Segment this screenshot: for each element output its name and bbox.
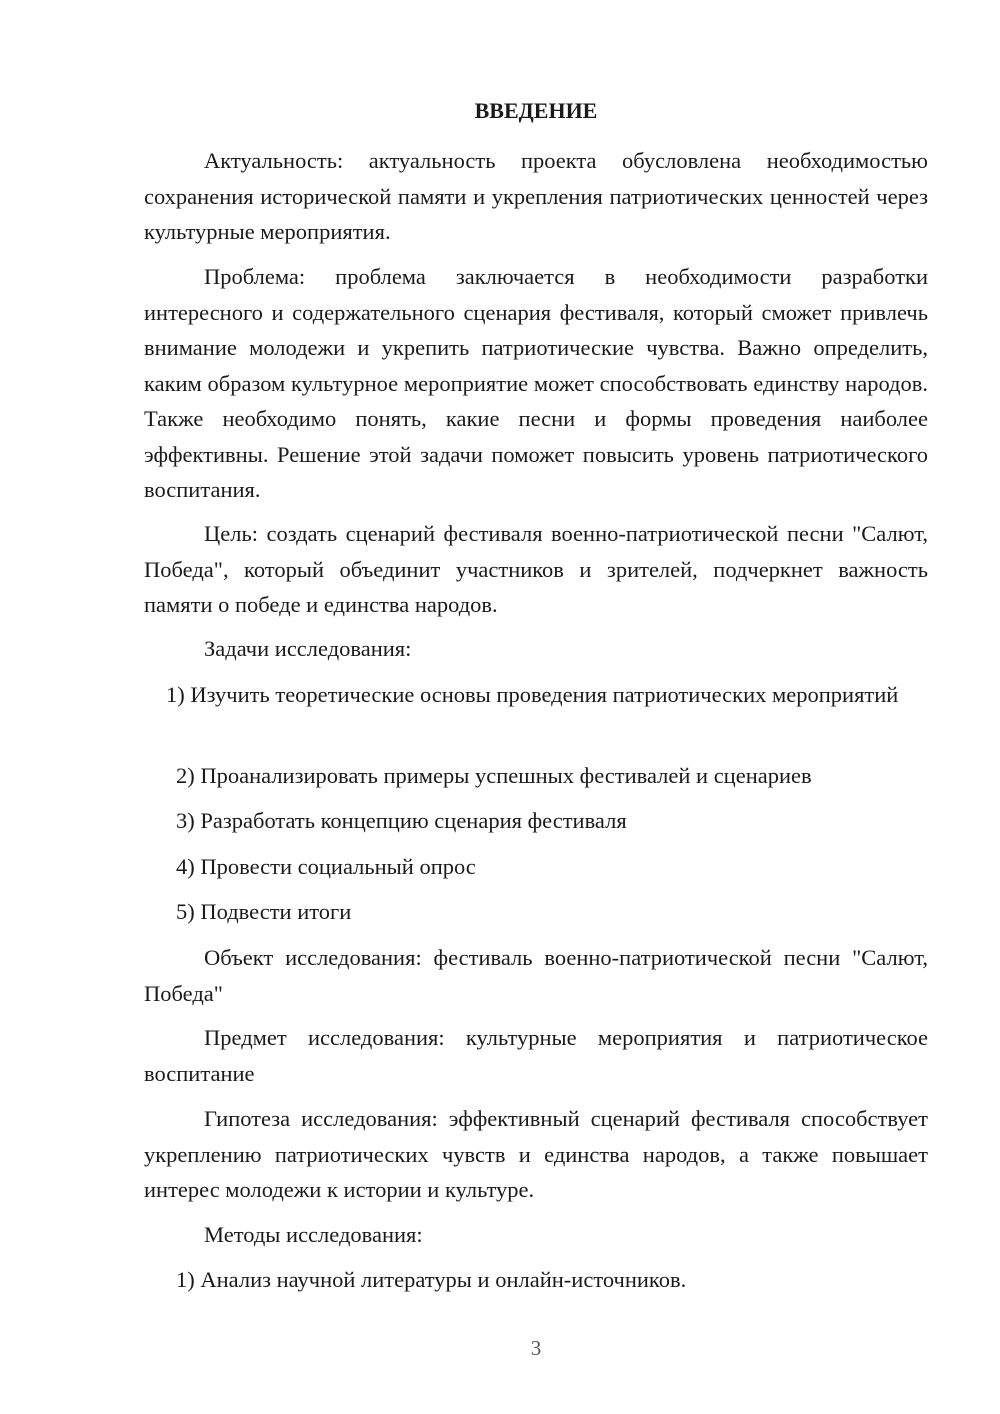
methods-heading: Методы исследования: <box>204 1222 423 1247</box>
document-page <box>144 0 928 1414</box>
goal-paragraph: Цель: создать сценарий фестиваля военно-патриотической песни "Салют, Победа", который объединит участников и зрителей, подчеркнет важность памяти о победе и единства народов. <box>144 521 928 617</box>
task-item-5: 5) Подвести итоги <box>176 899 352 924</box>
hypothesis-paragraph: Гипотеза исследования: эффективный сценарий фестиваля способствует укреплению патриотических чувств и единства народов, а также повышает интерес молодежи к истории и культуре. <box>144 1106 928 1202</box>
task-item-2: 2) Проанализировать примеры успешных фестивалей и сценариев <box>176 763 812 788</box>
method-item-1: 1) Анализ научной литературы и онлайн-источников. <box>176 1267 687 1292</box>
problem-paragraph: Проблема: проблема заключается в необходимости разработки интересного и содержательного сценария фестиваля, который сможет привлечь внимание молодежи и укрепить патриотические чувства. Важно определить, каким образом культурное мероприятие может способствовать единству народов. Также необходимо понять, какие песни и формы проведения наиболее эффективны. Решение этой задачи поможет повысить уровень патриотического воспитания. <box>144 264 928 502</box>
task-item-1: 1) Изучить теоретические основы проведения патриотических мероприятий <box>166 682 899 707</box>
subject-paragraph: Предмет исследования: культурные мероприятия и патриотическое воспитание <box>144 1025 928 1086</box>
tasks-heading: Задачи исследования: <box>204 636 412 661</box>
object-paragraph: Объект исследования: фестиваль военно-патриотической песни "Салют, Победа" <box>144 945 928 1006</box>
task-item-3: 3) Разработать концепцию сценария фестиваля <box>176 808 627 833</box>
page-number: 3 <box>530 1336 542 1360</box>
task-item-4: 4) Провести социальный опрос <box>176 854 476 879</box>
section-title: ВВЕДЕНИЕ <box>474 98 598 123</box>
relevance-paragraph: Актуальность: актуальность проекта обусловлена необходимостью сохранения исторической памяти и укрепления патриотических ценностей через культурные мероприятия. <box>144 148 928 244</box>
